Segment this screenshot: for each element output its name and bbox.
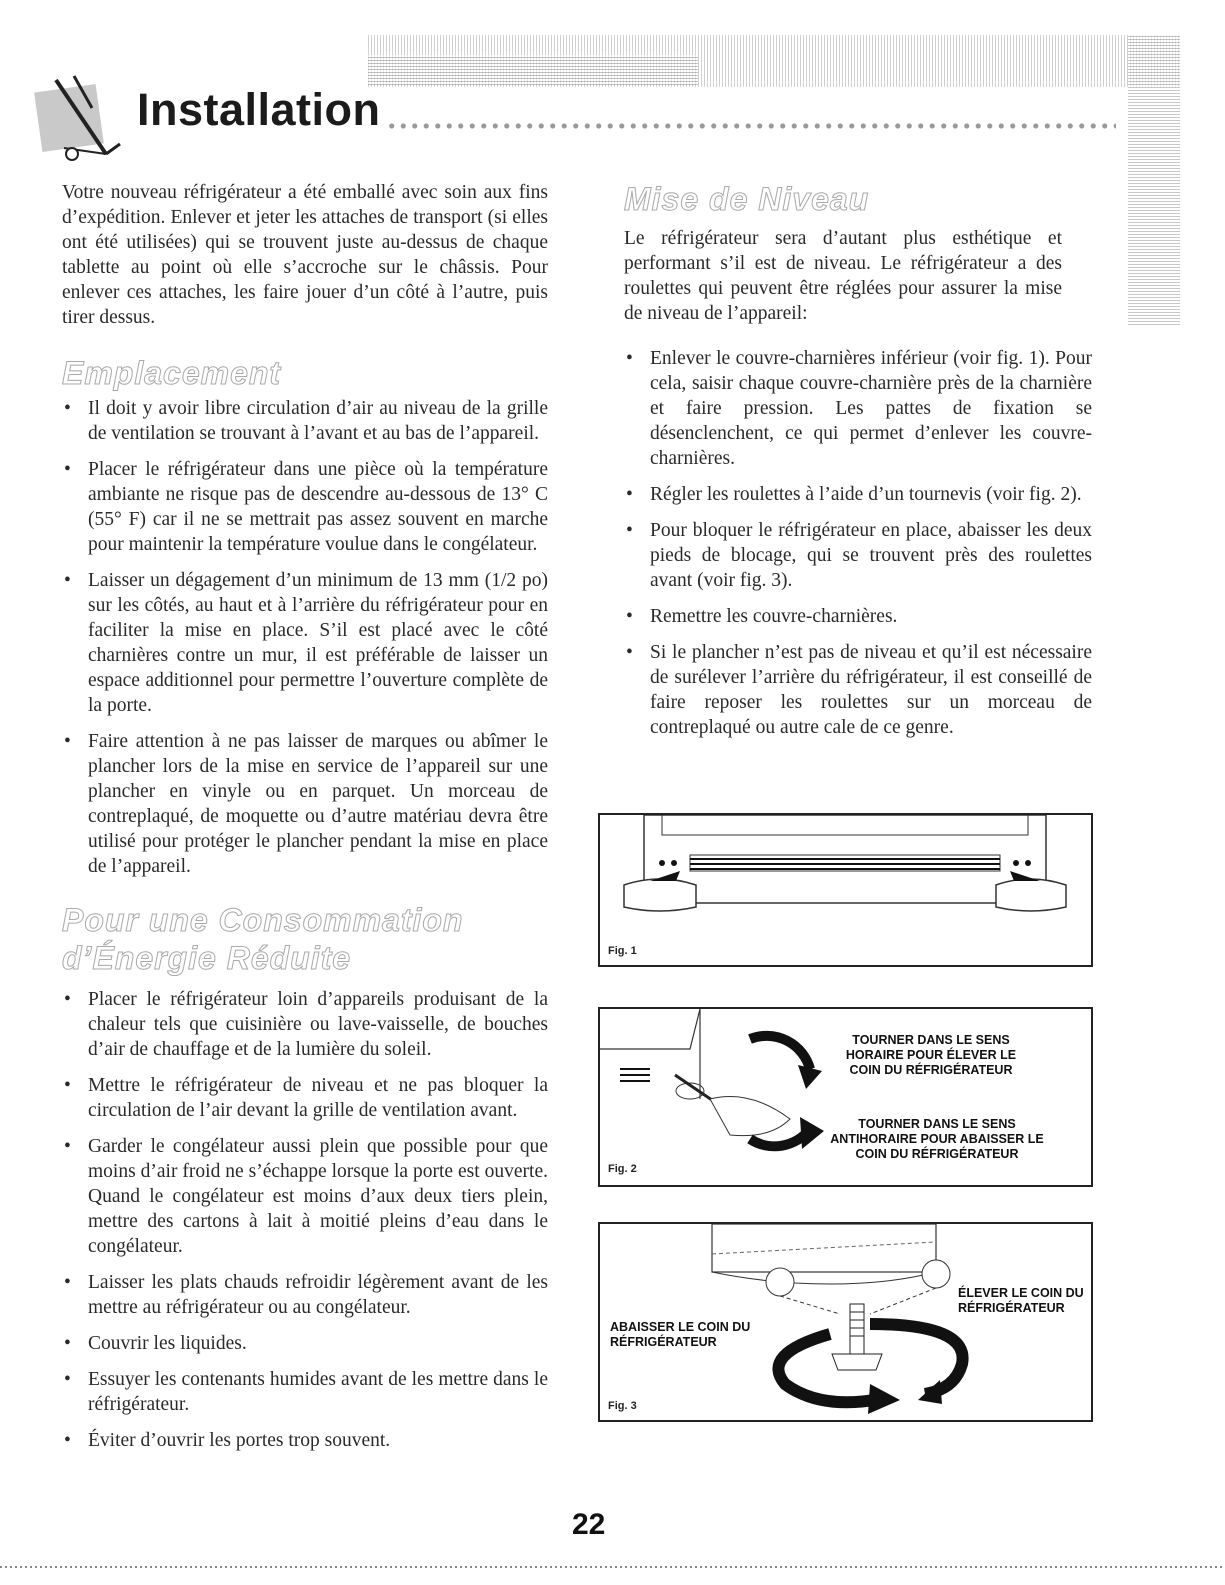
page-number: 22 xyxy=(572,1508,606,1541)
list-item: • Essuyer les contenants humides avant de les mettre dans le réfrigérateur. xyxy=(62,1367,548,1417)
figure-2 xyxy=(598,1007,1093,1187)
figure-1 xyxy=(598,813,1093,967)
bottom-dotted-rule xyxy=(0,1566,1225,1568)
right-column xyxy=(624,180,1092,751)
figure-3 xyxy=(598,1222,1093,1422)
header-dotted-rule xyxy=(386,121,1116,131)
emplacement-list xyxy=(62,396,548,879)
list-item: • Si le plancher n’est pas de niveau et qu’il est nécessaire de surélever l’arrière du réfrigérateur, il est conseillé de faire reposer les roulettes sur un morceau de contreplaqué ou autre cale de ce genre. xyxy=(624,640,1092,740)
niveau-intro: Le réfrigérateur sera d’autant plus esthétique et performant s’il est de niveau. Le réfrigérateur a des roulettes qui peuvent être réglées pour assurer la mise de niveau de l’appareil: xyxy=(624,228,1062,324)
section-title-energie-1: Pour une Consommation xyxy=(62,902,464,938)
left-column xyxy=(62,180,548,1464)
section-title-emplacement: Emplacement xyxy=(62,355,282,391)
figure-3-note-raise: ÉLEVER LE COIN DU RÉFRIGÉRATEUR xyxy=(958,1286,1084,1315)
hinge-cover-illustration xyxy=(600,815,1091,965)
list-item: • Laisser les plats chauds refroidir légèrement avant de les mettre au réfrigérateur ou au congélateur. xyxy=(62,1270,548,1320)
hand-truck-icon xyxy=(34,74,122,164)
section-title-niveau: Mise de Niveau xyxy=(624,181,870,217)
list-item: • Mettre le réfrigérateur de niveau et ne pas bloquer la circulation de l’air devant la grille de ventilation avant. xyxy=(62,1073,548,1123)
figure-3-note-lower: ABAISSER LE COIN DU RÉFRIGÉRATEUR xyxy=(610,1320,751,1349)
list-item: • Placer le réfrigérateur dans une pièce où la température ambiante ne risque pas de descendre au-dessous de 13° C (55° F) car il ne se mettrait pas assez souvent en marche pour maintenir la température voulue dans le congélateur. xyxy=(62,457,548,557)
header-texture-dark xyxy=(368,55,698,85)
figure-2-note-clockwise: TOURNER DANS LE SENS HORAIRE POUR ÉLEVER LE COIN DU RÉFRIGÉRATEUR xyxy=(845,1033,1017,1077)
list-item: • Garder le congélateur aussi plein que possible pour que moins d’air froid ne s’échappe lorsque la porte est ouverte. Quand le congélateur est moins d’aux deux tiers plein, mettre des cartons à lait à moitié pleins d’eau dans le congélateur. xyxy=(62,1134,548,1259)
list-item: • Il doit y avoir libre circulation d’air au niveau de la grille de ventilation se trouvant à l’avant et au bas de l’appareil. xyxy=(62,396,548,446)
figure-2-label: Fig. 2 xyxy=(608,1163,637,1175)
list-item: • Enlever le couvre-charnières inférieur (voir fig. 1). Pour cela, saisir chaque couvre-charnière près de la charnière et faire pression. Les pattes de fixation se désenclenchent, ce qui permet d’enlever les couvre-charnières. xyxy=(624,346,1092,471)
list-item: • Remettre les couvre-charnières. xyxy=(624,604,1092,629)
intro-paragraph: Votre nouveau réfrigérateur a été emballé avec soin aux fins d’expédition. Enlever et jeter les attaches de transport (si elles ont été utilisées) qui se trouvent juste au-dessus de chaque tablette au point où elle s’accroche sur le châssis. Pour enlever ces attaches, les faire jouer d’un côté à l’autre, puis tirer dessus. xyxy=(62,182,548,328)
figure-1-label: Fig. 1 xyxy=(608,945,637,957)
list-item: • Couvrir les liquides. xyxy=(62,1331,548,1356)
list-item: • Pour bloquer le réfrigérateur en place, abaisser les deux pieds de blocage, qui se trouvent près des roulettes avant (voir fig. 3). xyxy=(624,518,1092,593)
list-item: • Placer le réfrigérateur loin d’appareils produisant de la chaleur tels que cuisinière ou lave-vaisselle, de bouches d’air de chauffage et de la lumière du soleil. xyxy=(62,987,548,1062)
energie-list xyxy=(62,987,548,1453)
figure-3-label: Fig. 3 xyxy=(608,1400,637,1412)
list-item: • Éviter d’ouvrir les portes trop souvent. xyxy=(62,1428,548,1453)
side-texture xyxy=(1128,35,1180,325)
page-title: Installation xyxy=(137,84,381,135)
list-item: • Régler les roulettes à l’aide d’un tournevis (voir fig. 2). xyxy=(624,482,1092,507)
section-title-energie-2: d’Énergie Réduite xyxy=(62,940,352,976)
niveau-list xyxy=(624,346,1092,740)
list-item: • Laisser un dégagement d’un minimum de 13 mm (1/2 po) sur les côtés, au haut et à l’arrière du réfrigérateur pour en faciliter la mise en place. S’il est placé avec le côté charnières contre un mur, il est préférable de laisser un espace additionnel pour permettre l’ouverture complète de la porte. xyxy=(62,568,548,718)
list-item: • Faire attention à ne pas laisser de marques ou abîmer le plancher lors de la mise en service de l’appareil sur une plancher en vinyle ou en parquet. Un morceau de contreplaqué, de moquette ou d’autre matériau devra être utilisé pour protéger le plancher pendant la mise en place de l’appareil. xyxy=(62,729,548,879)
figure-2-note-counterclockwise: TOURNER DANS LE SENS ANTIHORAIRE POUR ABAISSER LE COIN DU RÉFRIGÉRATEUR xyxy=(830,1117,1044,1161)
